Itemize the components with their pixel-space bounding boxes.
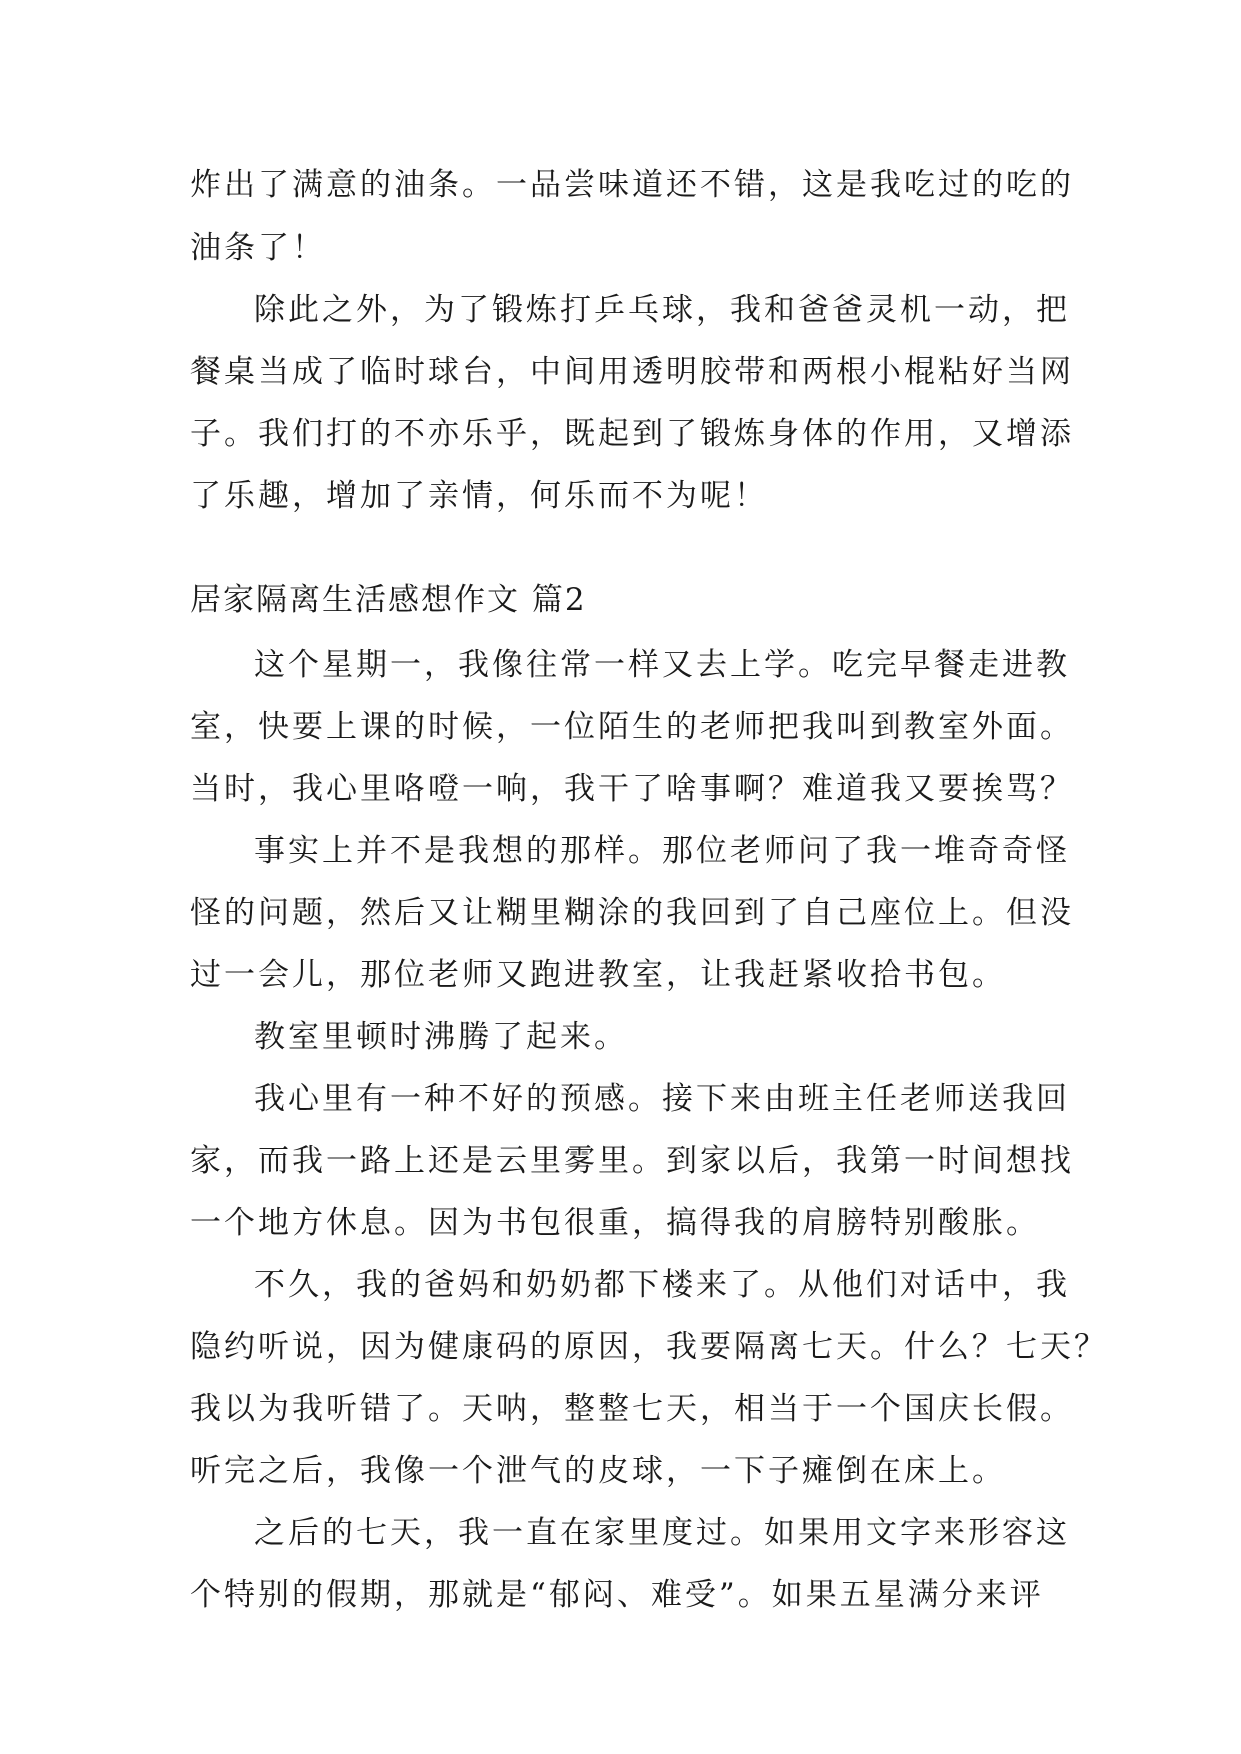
text-line: 一个地方休息。因为书包很重，搞得我的肩膀特别酸胀。 (190, 1205, 1040, 1241)
text-line: 了乐趣，增加了亲情，何乐而不为呢！ (190, 478, 768, 514)
text-line: 听完之后，我像一个泄气的皮球，一下子瘫倒在床上。 (190, 1453, 1006, 1489)
text-line: 炸出了满意的油条。一品尝味道还不错，这是我吃过的吃的 (190, 167, 1074, 203)
text-line: 隐约听说，因为健康码的原因，我要隔离七天。什么？七天？ (190, 1329, 1108, 1365)
paragraph-first-line: 教室里顿时沸腾了起来。 (254, 1019, 628, 1055)
paragraph-first-line: 这个星期一，我像往常一样又去上学。吃完早餐走进教 (254, 647, 1070, 683)
paragraph-first-line: 我心里有一种不好的预感。接下来由班主任老师送我回 (254, 1081, 1070, 1117)
text-line: 当时，我心里咯噔一响，我干了啥事啊？难道我又要挨骂？ (190, 771, 1074, 807)
text-line: 餐桌当成了临时球台，中间用透明胶带和两根小棍粘好当网 (190, 354, 1074, 390)
text-line: 个特别的假期，那就是“郁闷、难受”。如果五星满分来评 (190, 1577, 1044, 1613)
paragraph-first-line: 除此之外，为了锻炼打乒乓球，我和爸爸灵机一动，把 (254, 292, 1070, 328)
paragraph-first-line: 之后的七天，我一直在家里度过。如果用文字来形容这 (254, 1515, 1070, 1551)
section-heading: 居家隔离生活感想作文 篇2 (190, 582, 587, 618)
text-line: 油条了！ (190, 230, 326, 266)
text-line: 家，而我一路上还是云里雾里。到家以后，我第一时间想找 (190, 1143, 1074, 1179)
text-line: 室，快要上课的时候，一位陌生的老师把我叫到教室外面。 (190, 709, 1074, 745)
paragraph-first-line: 不久，我的爸妈和奶奶都下楼来了。从他们对话中，我 (254, 1267, 1070, 1303)
text-line: 过一会儿，那位老师又跑进教室，让我赶紧收拾书包。 (190, 957, 1006, 993)
text-line: 子。我们打的不亦乐乎，既起到了锻炼身体的作用，又增添 (190, 416, 1074, 452)
paragraph-first-line: 事实上并不是我想的那样。那位老师问了我一堆奇奇怪 (254, 833, 1070, 869)
text-line: 我以为我听错了。天呐，整整七天，相当于一个国庆长假。 (190, 1391, 1074, 1427)
text-line: 怪的问题，然后又让糊里糊涂的我回到了自己座位上。但没 (190, 895, 1074, 931)
